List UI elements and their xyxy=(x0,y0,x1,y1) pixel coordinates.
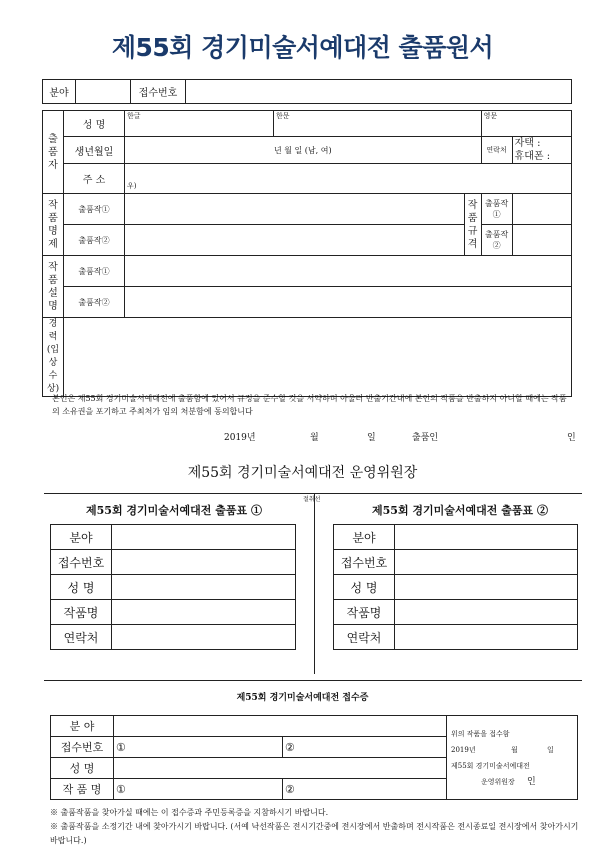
receipt-number-c2: ② xyxy=(285,740,295,754)
hanja-label: 한문 xyxy=(276,112,290,120)
seal-label: 인 xyxy=(567,433,576,443)
slip1-contact-input[interactable] xyxy=(112,625,296,650)
applicant-section-label xyxy=(43,111,64,194)
receipt-field-input[interactable] xyxy=(114,716,447,737)
work-title-section-label xyxy=(43,194,64,256)
work-size-entry2-label: 출품작② xyxy=(481,225,512,256)
work-desc-section-text: 작품설명 xyxy=(48,261,58,312)
cut-line-label: 절취선 xyxy=(303,496,321,503)
birth-field[interactable]: 년 월 일 (남, 여) xyxy=(125,137,482,164)
work-desc-entry2-field[interactable] xyxy=(125,287,572,318)
career-section-label xyxy=(43,318,64,397)
slip1-field-label: 분야 xyxy=(51,525,112,550)
top-row-table xyxy=(42,79,572,104)
receipt-side-chair-text: 운영위원장 xyxy=(481,777,515,786)
mobile-phone-label: 휴대폰 : xyxy=(514,151,551,162)
receipt-side-month: 월 xyxy=(511,745,518,754)
slip2-contact-label: 연락처 xyxy=(334,625,395,650)
career-field[interactable] xyxy=(64,318,572,397)
career-section-text: 경력(입상수상) xyxy=(46,319,60,394)
work-desc-entry2-label: 출품작② xyxy=(64,287,125,318)
receipt-number-input1[interactable] xyxy=(114,737,283,758)
slip1-name-label: 성 명 xyxy=(51,575,112,600)
work-title-section-text: 작품명제 xyxy=(48,199,58,250)
receipt-side-seal: 인 xyxy=(527,776,536,787)
receipt-work-input1[interactable] xyxy=(114,779,283,800)
application-table xyxy=(42,110,572,397)
slip2-field-label: 분야 xyxy=(334,525,395,550)
contact-label: 연락처 xyxy=(481,137,512,164)
slip2-number-label: 접수번호 xyxy=(334,550,395,575)
work-title-entry2-label: 출품작② xyxy=(64,225,125,256)
receipt-number-input[interactable] xyxy=(186,80,572,104)
contact-field[interactable] xyxy=(512,137,571,164)
receipt-number-label: 접수번호 xyxy=(51,737,114,758)
receipt-side-line1: 위의 작품을 접수함 xyxy=(451,729,510,738)
receipt-side-year: 2019년 xyxy=(451,745,476,754)
receipt-name-input[interactable] xyxy=(114,758,447,779)
vertical-cut-divider xyxy=(314,494,315,674)
receipt-side-day: 일 xyxy=(547,745,554,754)
work-title-entry2-field[interactable] xyxy=(125,225,465,256)
slip2-work-input[interactable] xyxy=(395,600,578,625)
work-size-entry1-label: 출품작① xyxy=(481,194,512,225)
slip2-field-input[interactable] xyxy=(395,525,578,550)
receipt-side-box xyxy=(447,716,578,800)
work-desc-section-label xyxy=(43,256,64,318)
receipt-note-2: ※ 출품작품을 소정기간 내에 찾아가시기 바랍니다. (서예 낙선작품은 전시기간중에 전시장에서 반출하며 전시작품은 전시종료일 전시장에서 찾아가시기 바랍니다.) xyxy=(50,822,579,845)
receipt-number-c1: ① xyxy=(116,740,126,754)
slip1-title: 제55회 경기미술서예대전 출품표 ① xyxy=(86,504,262,517)
work-size-section-text: 작품규격 xyxy=(467,199,478,250)
receipt-number-label: 접수번호 xyxy=(131,80,186,104)
receipt-name-label: 성 명 xyxy=(51,758,114,779)
slip2-name-input[interactable] xyxy=(395,575,578,600)
receipt-side-line3: 제55회 경기미술서예대전 xyxy=(451,761,530,770)
field-label: 분야 xyxy=(43,80,76,104)
date-day: 일 xyxy=(367,433,376,443)
page-title: 제55회 경기미술서예대전 출품원서 xyxy=(111,33,494,62)
work-desc-entry1-label: 출품작① xyxy=(64,256,125,287)
receipt-side-date xyxy=(451,742,575,758)
slip2-title: 제55회 경기미술서예대전 출품표 ② xyxy=(372,504,548,517)
date-year: 2019년 xyxy=(224,433,256,443)
slip1-field-input[interactable] xyxy=(112,525,296,550)
english-label: 영문 xyxy=(483,112,498,120)
korean-label: 한글 xyxy=(127,112,141,120)
committee-chair: 제55회 경기미술서예대전 운영위원장 xyxy=(187,465,418,481)
receipt-notes xyxy=(50,806,580,848)
slip1-number-label: 접수번호 xyxy=(51,550,112,575)
receipt-table xyxy=(50,715,578,800)
slip1-contact-label: 연락처 xyxy=(51,625,112,650)
receipt-side-chair xyxy=(451,774,575,790)
receipt-divider xyxy=(44,680,582,681)
slip1-number-input[interactable] xyxy=(112,550,296,575)
work-title-entry1-field[interactable] xyxy=(125,194,465,225)
address-label: 주 소 xyxy=(64,164,125,194)
name-english-field[interactable] xyxy=(481,111,571,137)
field-input[interactable] xyxy=(76,80,131,104)
work-size-section-label xyxy=(464,194,481,256)
name-korean-field[interactable] xyxy=(125,111,274,137)
receipt-work-c2: ② xyxy=(285,782,295,796)
work-desc-entry1-field[interactable] xyxy=(125,256,572,287)
slip2-table xyxy=(333,524,578,650)
home-phone-label: 자택 : xyxy=(514,138,541,149)
name-label: 성 명 xyxy=(64,111,125,137)
slip1-name-input[interactable] xyxy=(112,575,296,600)
postal-label: 우) xyxy=(127,182,137,190)
name-hanja-field[interactable] xyxy=(274,111,482,137)
date-month: 월 xyxy=(310,433,319,443)
pledge-text: 본인은 제55회 경기미술서예대전에 출품함에 있어서 규정을 준수할 것을 서약하며 아울러 반출기간내에 본인의 작품을 반출하지 아니할 때에는 작품의 소유권을 포기하고 주최처가 임의 처분함에 동의합니다 xyxy=(52,394,567,416)
slip2-work-label: 작품명 xyxy=(334,600,395,625)
birth-label: 생년월일 xyxy=(64,137,125,164)
applicant-section-text: 출품자 xyxy=(48,133,58,171)
receipt-work-input2[interactable] xyxy=(283,779,447,800)
applicant-signature-label: 출품인 xyxy=(412,433,439,443)
receipt-work-label: 작 품 명 xyxy=(51,779,114,800)
work-title-entry1-label: 출품작① xyxy=(64,194,125,225)
receipt-number-input2[interactable] xyxy=(283,737,447,758)
slip2-contact-input[interactable] xyxy=(395,625,578,650)
work-size-entry2-field[interactable] xyxy=(512,225,571,256)
address-field[interactable] xyxy=(125,164,572,194)
slip2-number-input[interactable] xyxy=(395,550,578,575)
slip2-name-label: 성 명 xyxy=(334,575,395,600)
receipt-note-1: ※ 출품작품을 찾아가실 때에는 이 접수증과 주민등록증을 지참하시기 바랍니다. xyxy=(50,808,329,817)
slip1-work-input[interactable] xyxy=(112,600,296,625)
receipt-work-c1: ① xyxy=(116,782,126,796)
date-line xyxy=(0,430,605,444)
receipt-field-label: 분 야 xyxy=(51,716,114,737)
slip1-table xyxy=(50,524,296,650)
slip1-work-label: 작품명 xyxy=(51,600,112,625)
receipt-title: 제55회 경기미술서예대전 접수증 xyxy=(236,693,369,703)
work-size-entry1-field[interactable] xyxy=(512,194,571,225)
